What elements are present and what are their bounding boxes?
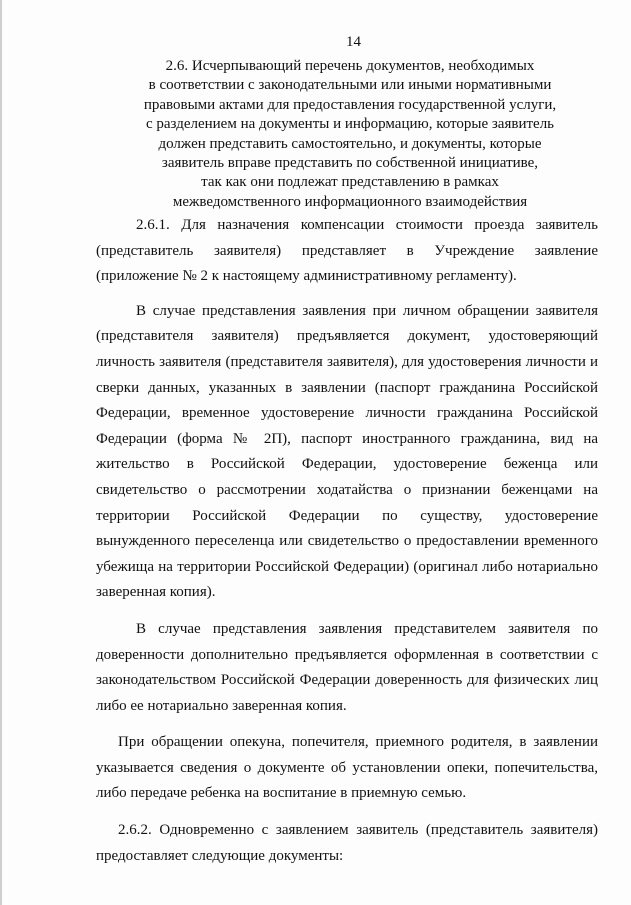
text-line: жительство в Российской Федерации, удостоверение беженца или (96, 456, 598, 473)
section-heading (100, 57, 600, 212)
text-line: убежища на территории Российской Федерации) (оригинал либо нотариально (96, 558, 598, 575)
heading-line: должен представить самостоятельно, и документы, которые (158, 135, 542, 152)
text-line: свидетельство о рассмотрении ходатайства о признании беженцами на (96, 481, 598, 498)
text-line: указывается сведения о документе об установлении опеки, попечительства, (96, 759, 598, 776)
text-line: доверенности дополнительно предъявляется оформленная в соответствии с (96, 646, 598, 663)
text-line: личность заявителя (представителя заявителя), для удостоверения личности и (96, 353, 598, 370)
page-edge-shadow (0, 0, 2, 905)
page-number: 14 (346, 34, 361, 50)
heading-line: заявитель вправе представить по собственной инициативе, (161, 155, 539, 172)
text-line: При обращении опекуна, попечителя, приемного родителя, в заявлении (118, 734, 598, 751)
paragraph-power-of-attorney (96, 617, 598, 719)
paragraph-personal-application (96, 299, 598, 606)
heading-line: в соответствии с законодательными или иными нормативными (148, 77, 552, 94)
heading-line: 2.6. Исчерпывающий перечень документов, необходимых (165, 58, 535, 74)
text-line: либо ее нотариально заверенная копия. (96, 697, 347, 714)
text-line: либо передаче ребенка на воспитание в приемную семью. (96, 785, 467, 802)
text-line: В случае представления заявления представителем заявителя по (136, 620, 598, 637)
paragraph-2-6-1 (96, 213, 598, 290)
text-line: Федерации, временное удостоверение личности гражданина Российской (96, 405, 598, 422)
text-line: заверенная копия). (96, 584, 216, 601)
heading-line: с разделением на документы и информацию, которые заявитель (145, 116, 555, 133)
text-line: сверки данных, указанных в заявлении (паспорт гражданина Российской (96, 379, 598, 396)
text-line: (представитель заявителя) представляет в Учреждение заявление (96, 242, 598, 259)
text-line: (представителя заявителя) предъявляется документ, удостоверяющий (96, 328, 598, 345)
text-line: В случае представления заявления при личном обращении заявителя (136, 302, 598, 319)
heading-line: правовыми актами для предоставления государственной услуги, (143, 96, 557, 113)
document-body (96, 213, 598, 880)
paragraph-2-6-2 (96, 818, 598, 869)
text-line: 2.6.2. Одновременно с заявлением заявитель (представитель заявителя) (118, 822, 598, 839)
heading-line: межведомственного информационного взаимодействия (172, 193, 528, 210)
text-line: вынужденного переселенца или свидетельство о предоставлении временного (96, 533, 598, 550)
text-line: территории Российской Федерации по существу, удостоверение (96, 507, 598, 524)
text-line: 2.6.1. Для назначения компенсации стоимости проезда заявитель (136, 217, 598, 233)
heading-line: так как они подлежат представлению в рамках (201, 174, 499, 191)
text-line: (приложение № 2 к настоящему административному регламенту). (96, 268, 517, 285)
text-line: предоставляет следующие документы: (96, 847, 344, 864)
text-line: законодательством Российской Федерации доверенность для физических лиц (96, 672, 598, 689)
text-line: Федерации (форма № 2П), паспорт иностранного гражданина, вид на (96, 430, 598, 447)
paragraph-guardian (96, 730, 598, 807)
